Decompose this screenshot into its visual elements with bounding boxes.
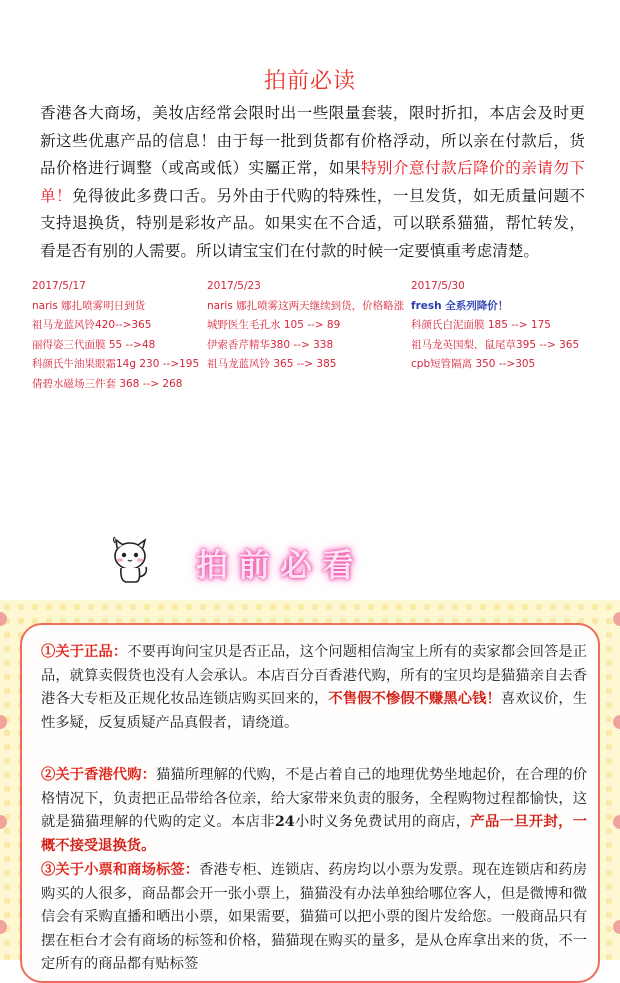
decor-dot <box>613 612 620 626</box>
update-item: 伊索香芹精华380 --> 338 <box>207 338 334 351</box>
update-date: 2017/5/30 <box>411 280 465 292</box>
update-item: 科颜氏白泥面膜 185 --> 175 <box>411 319 551 331</box>
update-item: 祖马龙英国梨，鼠尾草395 --> 365 <box>411 338 580 351</box>
policy-heading: ①关于正品： <box>41 644 128 660</box>
policy-hk-purchasing <box>41 764 587 858</box>
update-item: 城野医生毛孔水 105 --> 89 <box>207 319 341 331</box>
notice-title: 拍前必读 <box>263 69 356 94</box>
policy-emphasis: 不售假不惨假不赚黑心钱！ <box>328 691 501 708</box>
policy-text: 小时义务免费试用的商店， <box>294 814 471 831</box>
update-item: naris 娜扎喷雾这两天继续到货，价格略涨 <box>207 299 405 312</box>
must-read-title: 拍前必看 <box>196 546 365 584</box>
policy-authenticity <box>41 641 587 735</box>
policy-heading: ③关于小票和商场标签： <box>41 862 200 878</box>
policy-text: 不要再询问宝贝是否正品，这个问题相信淘宝上所有的卖家都会回答是正品，就算卖假货也没有人会承认。本店百分百香港代购，所有的宝贝均是猫猫亲自去香港各大专柜及正规化妆品连锁店购买回来的， <box>41 644 588 708</box>
update-item: 倩碧水磁场三件套 368 --> 268 <box>32 377 183 390</box>
decor-dot <box>613 715 620 729</box>
update-date: 2017/5/23 <box>207 280 261 292</box>
decor-dot <box>613 815 620 829</box>
price-update-column <box>411 277 596 375</box>
decor-dot <box>0 920 7 934</box>
policy-text: 香港专柜、连锁店、药房均以小票为发票。现在连锁店和药房购买的人很多，商品都会开一张小票上，猫猫没有办法单独给哪位客人，但是微博和微信会有采购直播和晒出小票，如果需要，猫猫可以把小票的图片发给您。一般商品只有摆在柜台才会有商场的标签和价格，猫猫现在购买的量多，是从仓库拿出来的货，不一定所有的商品都有贴标签 <box>41 862 588 973</box>
decor-dot <box>0 612 7 626</box>
policy-emphasis: 产品一旦开封，一概不接受退换货。 <box>41 814 588 854</box>
policy-text: 喜欢议价，生性多疑，反复质疑产品真假者，请绕道。 <box>41 691 588 731</box>
decor-dot <box>613 920 620 934</box>
update-item: 科颜氏牛油果眼霜14g 230 -->195 <box>32 358 200 370</box>
update-item: naris 娜扎喷雾明日到货 <box>32 299 146 312</box>
decor-dot <box>0 815 7 829</box>
intro-warning: 特别介意付款后降价的亲请勿下单！ <box>40 159 585 205</box>
update-item: 丽得姿三代面膜 55 -->48 <box>32 338 156 351</box>
update-item: 祖马龙蓝风铃420-->365 <box>32 319 152 331</box>
update-item: 祖马龙蓝风铃 365 --> 385 <box>207 358 337 370</box>
update-date: 2017/5/17 <box>32 280 86 292</box>
notice-intro <box>40 100 585 265</box>
price-update-column <box>207 277 412 375</box>
decor-dot <box>0 715 7 729</box>
intro-text: 香港各大商场，美妆店经常会限时出一些限量套装，限时折扣，本店会及时更新这些优惠产品的信息！由于每一批到货都有价格浮动，所以亲在付款后，货品价格进行调整（或高或低）实屬正常，如果 <box>40 104 585 177</box>
policy-heading: ②关于香港代购： <box>41 767 156 783</box>
policy-text: 猫猫所理解的代购，不是占着自己的地理优势坐地起价，在合理的价格情况下，负责把正品带给各位亲，给大家带来负责的服务，全程购物过程都愉快，这就是猫猫理解的代购的定义。本店非 <box>41 767 588 831</box>
cat-mascot-icon <box>106 535 158 587</box>
price-update-column <box>32 277 212 394</box>
update-item: cpb短管隔离 350 -->305 <box>411 358 536 370</box>
policy-number: 24 <box>274 814 295 831</box>
intro-text-2: 免得彼此多费口舌。另外由于代购的特殊性，一旦发货，如无质量问题不支持退换货，特别是彩妆产品。如果实在不合适，可以联系猫猫，帮忙转发，看是否有别的人需要。所以请宝宝们在付款的时候一定要慎重考虑清楚。 <box>40 186 585 260</box>
update-highlight: fresh 全系列降价！ <box>411 299 509 312</box>
policy-receipts <box>41 859 587 977</box>
